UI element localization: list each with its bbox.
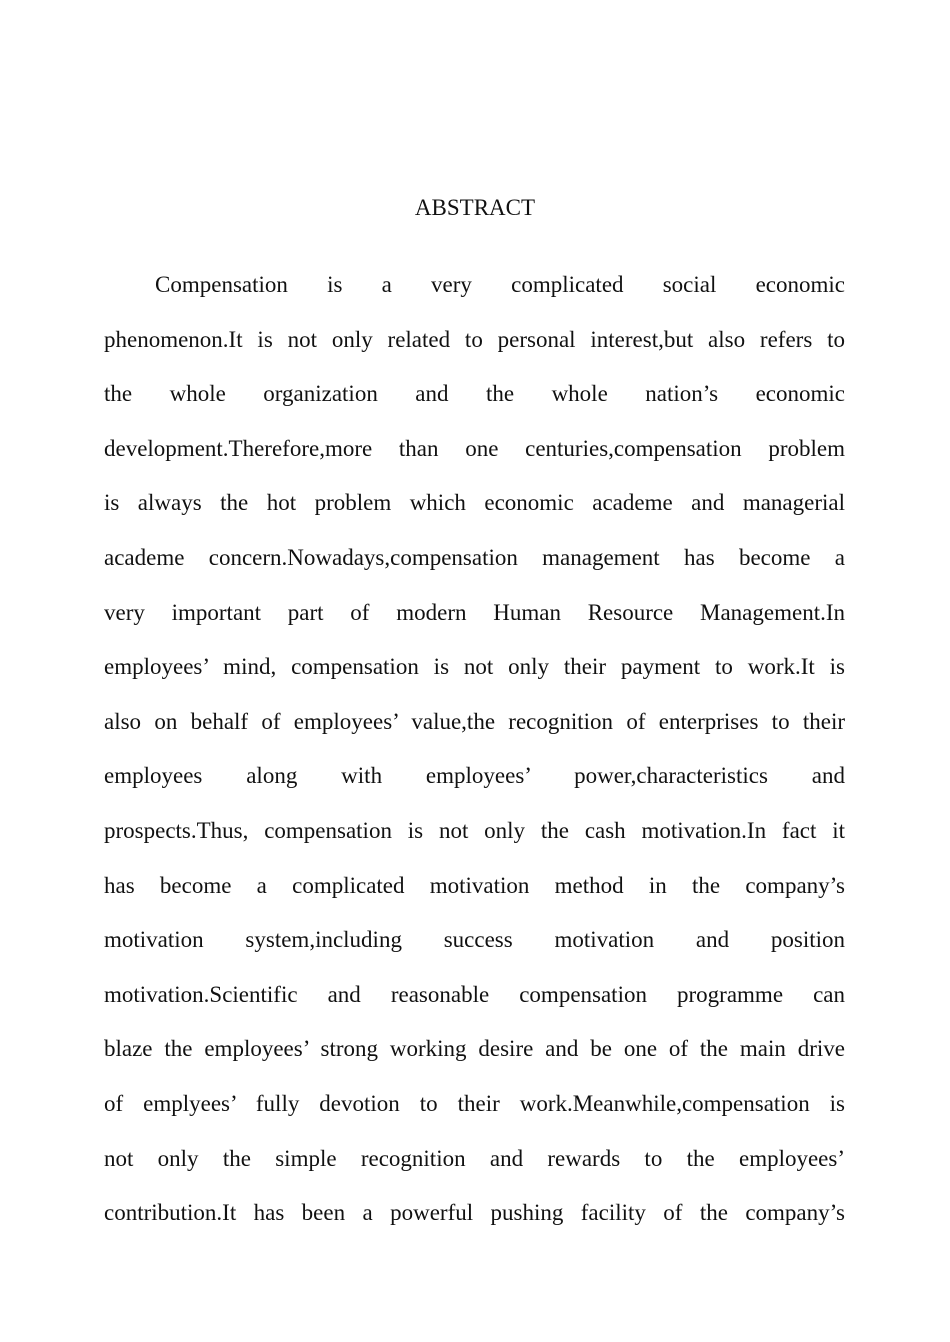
paragraph-line: of emplyees’ fully devotion to their work.Meanwhile,compensation is (104, 1090, 845, 1116)
paragraph-line: prospects.Thus, compensation is not only the cash motivation.In fact it (104, 817, 845, 843)
paragraph-line: motivation.Scientific and reasonable compensation programme can (104, 981, 845, 1007)
paragraph-line: also on behalf of employees’ value,the recognition of enterprises to their (104, 708, 845, 734)
paragraph-line: very important part of modern Human Resource Management.In (104, 599, 845, 625)
paragraph-line: not only the simple recognition and rewards to the employees’ (104, 1145, 845, 1171)
paragraph-line: blaze the employees’ strong working desire and be one of the main drive (104, 1036, 845, 1062)
paragraph-line: Compensation is a very complicated social economic (155, 272, 845, 297)
paragraph-line: employees’ mind, compensation is not only their payment to work.It is (104, 654, 845, 680)
paragraph-line: has become a complicated motivation method in the company’s (104, 872, 845, 898)
paragraph-line: academe concern.Nowadays,compensation management has become a (104, 544, 845, 570)
paragraph-line: employees along with employees’ power,characteristics and (104, 763, 845, 789)
abstract-body (104, 258, 845, 1241)
abstract-heading: ABSTRACT (414, 195, 536, 220)
paragraph-line: the whole organization and the whole nation’s economic (104, 381, 845, 407)
paragraph-line: motivation system,including success motivation and position (104, 927, 845, 953)
paragraph-line: is always the hot problem which economic academe and managerial (104, 490, 845, 516)
paragraph-line: phenomenon.It is not only related to personal interest,but also refers to (104, 326, 845, 352)
paragraph-line: development.Therefore,more than one centuries,compensation problem (104, 435, 845, 461)
paragraph-line: contribution.It has been a powerful pushing facility of the company’s (104, 1200, 845, 1226)
